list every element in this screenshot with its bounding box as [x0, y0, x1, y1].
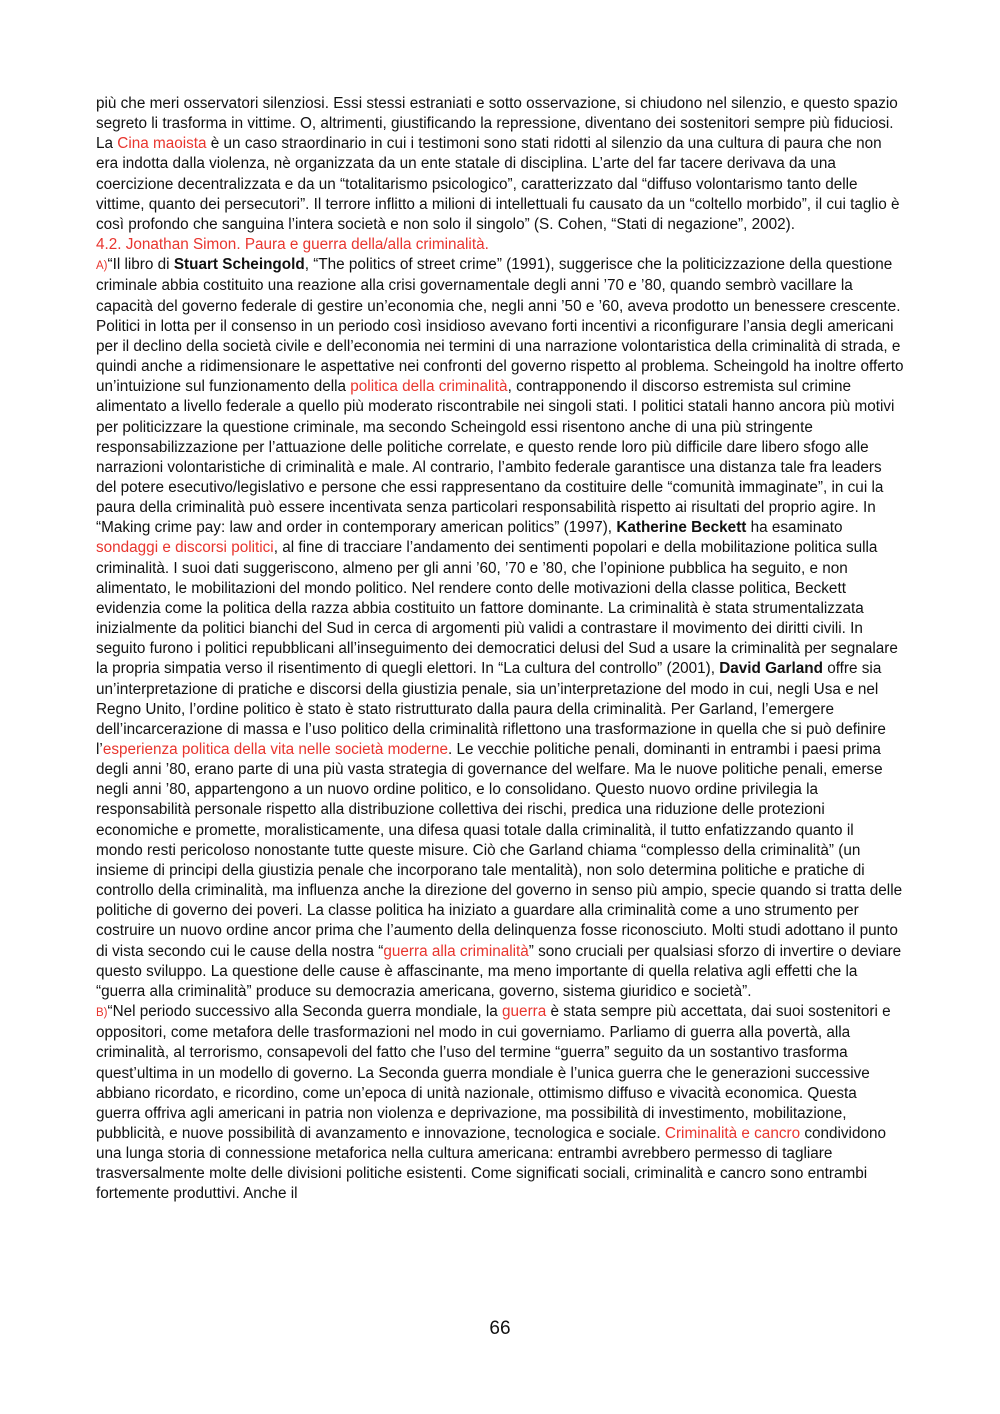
body-text: , al fine di tracciare l’andamento dei sentimenti popolari e della mobilitazione politica sulla criminalità. I suoi dati suggeriscono, almeno per gli anni ’60, ’70 e ’80, che l’opinione pubblica ha seguito, e non alimentato, le mobilitazioni del mondo politico. Nel rendere conto delle motivazioni della classe politica, Beckett evidenzia come la politica della razza abbia costituito un fattore dominante. La criminalità è stata strumentalizzata inizialmente da politici bianchi del Sud in cerca di argomenti più validi a contrastare il movimento dei diritti civili. In seguito furono i politici repubblicani all’inseguimento dei democratici delusi del Sud a usare la criminalità per segnalare la propria simpatia verso il risentimento di quegli elettori. In “La cultura del controllo” (2001),: [96, 539, 898, 678]
highlighted-text: Criminalità e cancro: [664, 1124, 801, 1142]
highlighted-text: Cina maoista: [117, 135, 207, 153]
body-text: “Il libro di: [107, 256, 174, 274]
section-b-paragraph: [96, 1002, 904, 1205]
intro-paragraph: [96, 94, 904, 235]
page-number: 66: [489, 1318, 511, 1339]
section-marker: B): [96, 1007, 108, 1020]
body-text: offre sia un’interpretazione di pratiche e discorsi della giustizia penale, sia un’interpretazione del modo in cui, negli Usa e nel Regno Unito, l’ordine politico è stato è stato ristrutturato dalla paura della criminalità. Per Garland, l’emergere dell’incarcerazione di massa e l’uso politico della criminalità riflettono una trasformazione in quella che si può definire l’: [96, 660, 886, 758]
highlighted-text: sondaggi e discorsi politici: [96, 539, 274, 557]
section-heading: [96, 235, 904, 255]
body-text: ” sono cruciali per qualsiasi sforzo di invertire o deviare questo sviluppo. La questione delle cause è affascinante, ma meno importante di quella relativa agli effetti che la “guerra alla criminalità” produce su democrazia americana, governo, sistema giuridico e società”.: [96, 942, 902, 1000]
body-text: ha esaminato: [746, 519, 843, 537]
highlighted-text: guerra: [502, 1003, 547, 1021]
highlighted-text: 4.2. Jonathan Simon. Paura e guerra della/alla criminalità.: [96, 236, 489, 254]
highlighted-text: guerra alla criminalità: [383, 942, 529, 960]
body-text: più che meri osservatori silenziosi. Essi stessi estraniati e sotto osservazione, si chiudono nel silenzio, e questo spazio segreto li trasforma in vittime. O, altrimenti, giustificando la repressione, diventano dei sostenitori sempre più fiduciosi. La: [96, 95, 898, 153]
section-marker: A): [96, 260, 108, 273]
page-body: [96, 94, 904, 1205]
section-a-paragraph: [96, 255, 904, 1002]
body-text: . Le vecchie politiche penali, dominanti in entrambi i paesi prima degli anni ’80, erano parte di una più vasta strategia di governance del welfare. Ma le nuove politiche penali, emerse negli anni ’80, appartengono a un nuovo ordine politico, e lo consolidano. Questo nuovo ordine privilegia la responsabilità personale rispetto alla distribuzione collettiva dei rischi, predica una riduzione delle protezioni economiche e promette, moralisticamente, una difesa quasi totale dalla criminalità, il tutto enfatizzando quanto il mondo resti pericoloso nonostante tutte queste misure. Ciò che Garland chiama “complesso della criminalità” (un insieme di principi della giustizia penale che incorporano tale mentalità), non solo determina politiche e pratiche di controllo della criminalità, ma influenza anche la direzione del governo in senso più ampio, specie quando si tratta delle politiche di governo dei poveri. La classe politica ha iniziato a guardare alla criminalità come a uno strumento per costruire un nuovo ordine ancor prima che l’aumento della delinquenza fosse riconosciuto. Molti studi adottano il punto di vista secondo cui le cause della nostra “: [96, 741, 903, 960]
highlighted-text: esperienza politica della vita nelle società moderne: [102, 741, 449, 758]
body-text: condividono una lunga storia di connessione metaforica nella cultura americana: entrambi avrebbero permesso di tagliare trasversalmente molte delle divisioni politiche esistenti. Come significati sociali, criminalità e cancro sono entrambi fortemente produttivi. Anche il: [96, 1124, 886, 1203]
author-name: Katherine Beckett: [616, 519, 747, 537]
body-text: , “The politics of street crime” (1991), suggerisce che la politicizzazione della questione criminale abbia costituito una reazione alla crisi governamentale degli anni ’70 e ’80, quando sembrò vacillare la capacità del governo federale di gestire un’economia che, negli anni ’50 e ’60, aveva prodotto un benessere crescente. Politici in lotta per il consenso in un periodo così insidioso avevano forti incentivi a riconfigurare l’ansia degli americani per il declino della società civile e dell’economia nei termini di una narrazione volontaristica della criminalità di strada, e quindi anche a ridimensionare le aspettative nei confronti del governo rispetto al problema. Scheingold ha inoltre offerto un’intuizione sul funzionamento della: [96, 256, 904, 396]
body-text: è stata sempre più accettata, dai suoi sostenitori e oppositori, come metafora delle trasformazioni nel modo in cui governiamo. Parliamo di guerra alla povertà, alla criminalità, al terrorismo, consapevoli del fatto che l’uso del termine “guerra” seguito da un sostantivo trasforma quest’ultima in un modello di governo. La Seconda guerra mondiale è l’unica guerra che le generazioni successive abbiano ricordato, e ricordino, come un’epoca di unità nazionale, ottimismo diffuso e vivacità economica. Questa guerra offriva agli americani in patria non violenza e deprivazione, ma possibilità di investimento, mobilitazione, pubblicità, e nuove possibilità di avanzamento e innovazione, tecnologica e sociale.: [96, 1003, 891, 1142]
body-text: , contrapponendo il discorso estremista sul crimine alimentato a livello federale a quello più moderato riscontrabile nei singoli stati. I politici statali hanno ancora più motivi per politicizzare la questione criminale, ma secondo Scheingold essi risentono anche di una più stringente responsabilizzazione per l’attuazione delle politiche correlate, e questo rende loro più difficile dare libero sfogo alle narrazioni volontaristiche di criminalità e male. Al contrario, l’ambito federale garantisce una distanza tale fra leaders del potere esecutivo/legislativo e persone che essi rappresentano da costituire delle “comunità immaginate”, in cui la paura della criminalità può essere incentivata senza particolari responsabilità rispetto ai risultati del proprio agire. In “Making crime pay: law and order in contemporary american politics” (1997),: [96, 378, 895, 537]
author-name: Stuart Scheingold: [173, 256, 305, 274]
highlighted-text: politica della criminalità: [350, 378, 508, 396]
author-name: David Garland: [719, 660, 823, 678]
body-text: “Nel periodo successivo alla Seconda guerra mondiale, la: [107, 1003, 503, 1021]
body-text: è un caso straordinario in cui i testimoni sono stati ridotti al silenzio da una cultura di paura che non era indotta dalla violenza, nè organizzata da un ente statale di disciplina. L’arte del far tacere derivava da una coercizione decentralizzata e da un “totalitarismo psicologico”, caratterizzato dal “diffuso volontarismo tanto delle vittime, quanto dei persecutori”. Il terrore inflitto a milioni di intellettuali fu causato da un “coltello morbido”, il cui taglio è così profondo che sanguina l’intera società e non solo il singolo” (S. Cohen, “Stati di negazione”, 2002).: [96, 135, 900, 233]
